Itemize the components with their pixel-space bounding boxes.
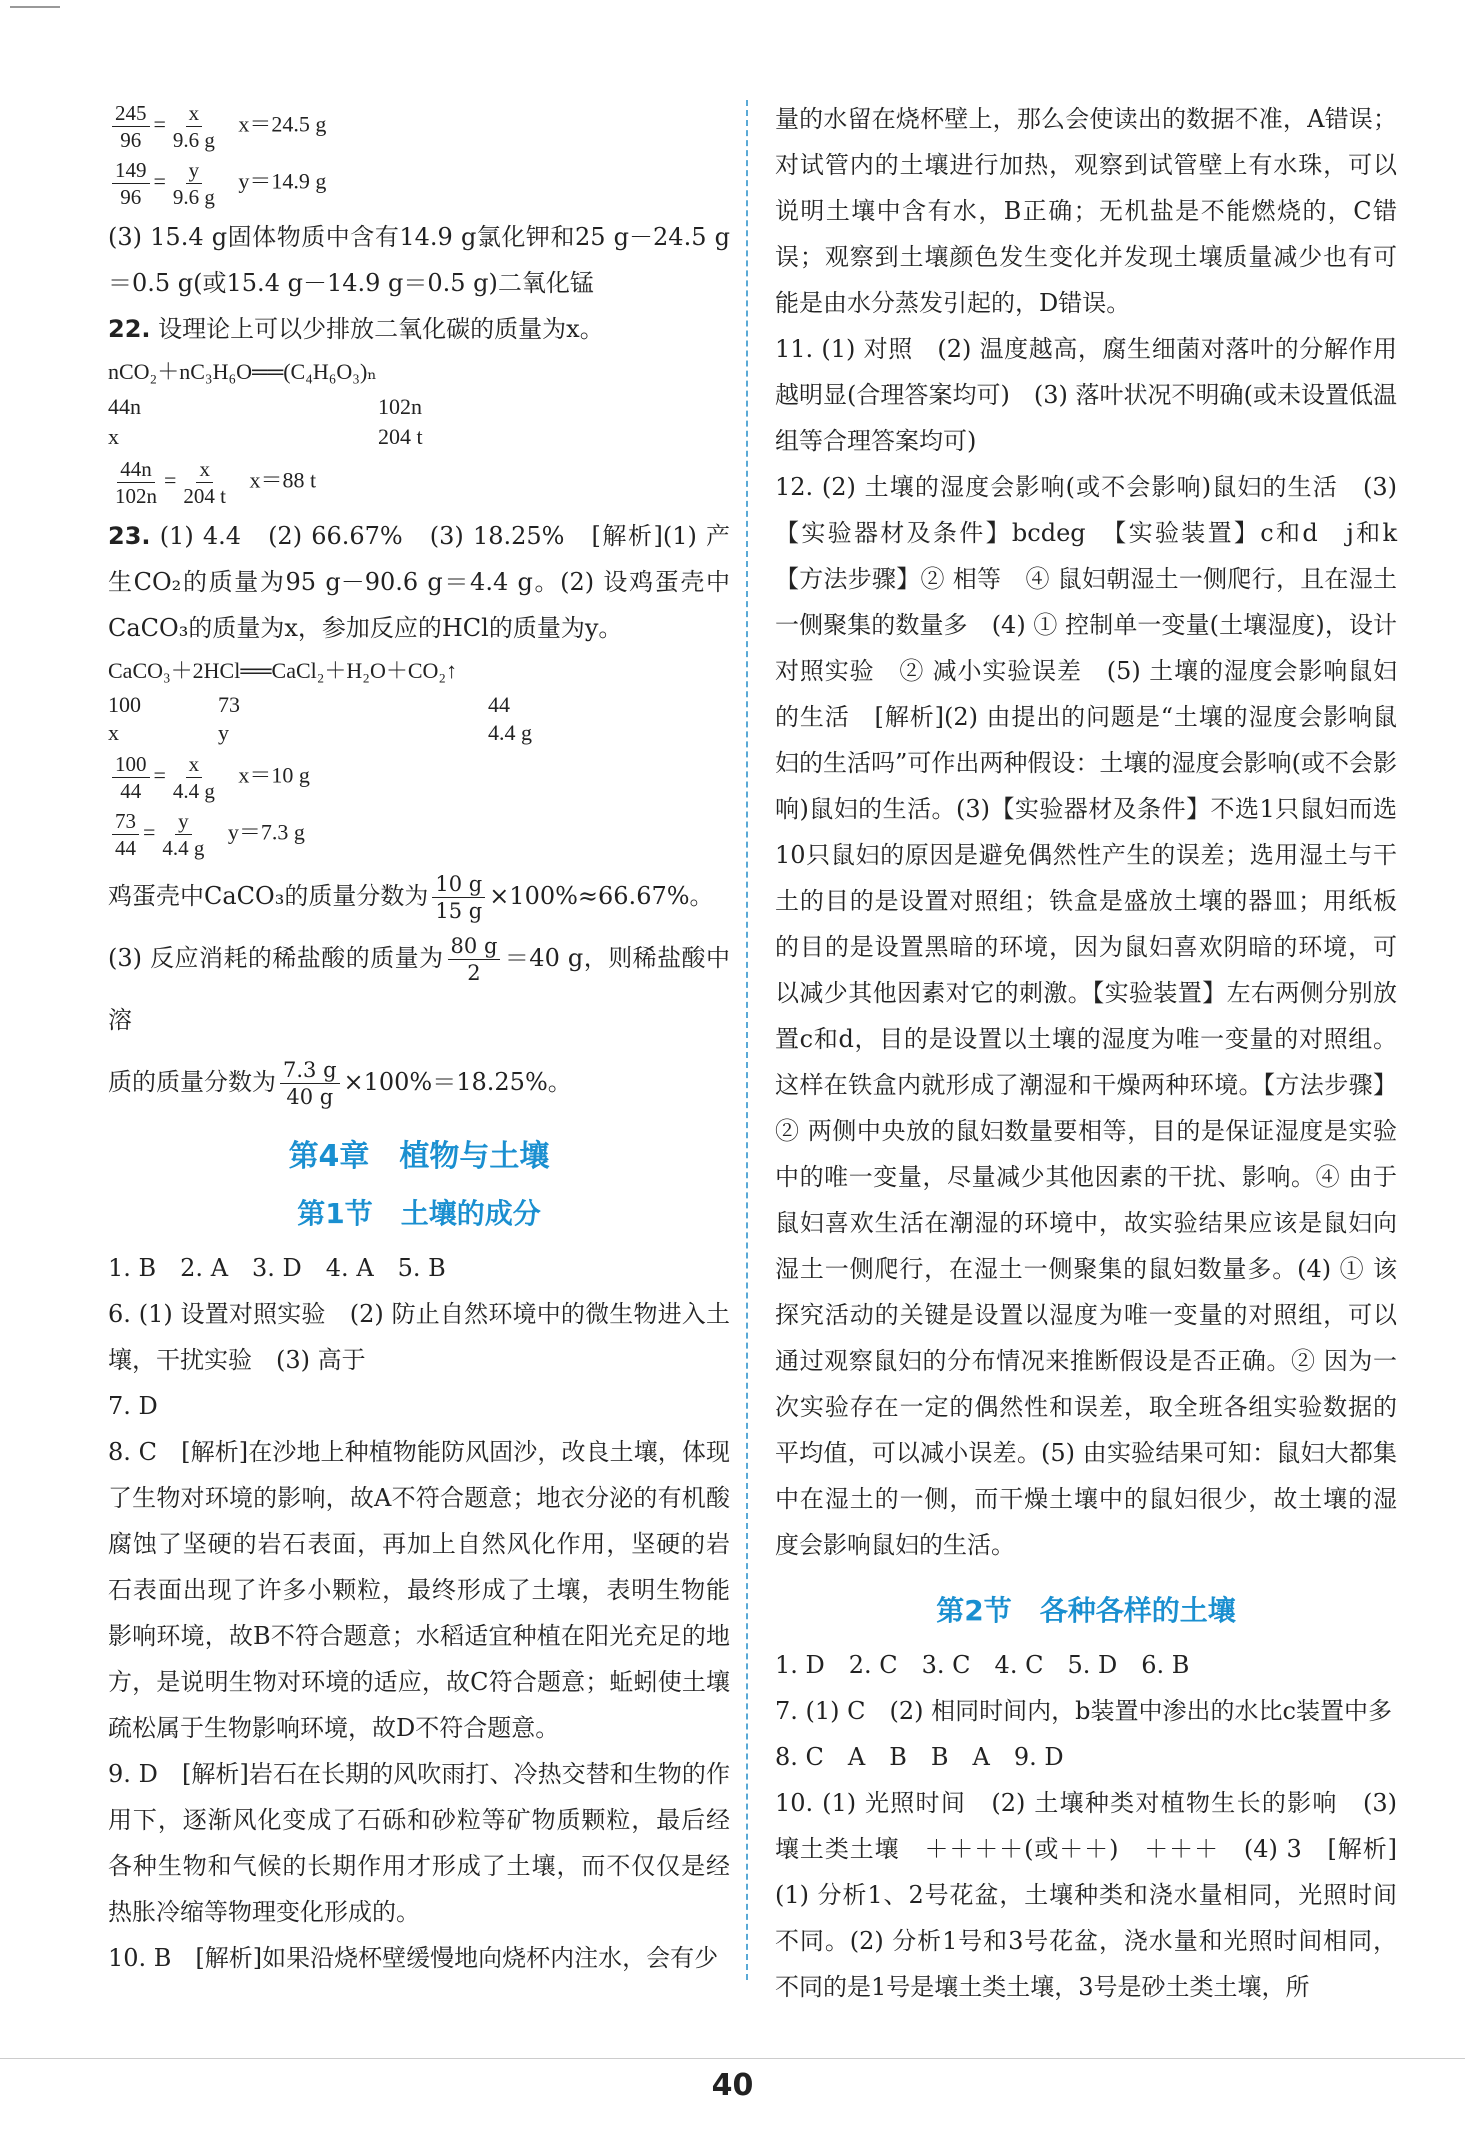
answers-1-5: 1. B 2. A 3. D 4. A 5. B: [108, 1254, 446, 1282]
fraction-line-2: $\frac{149}{96}$ = $\frac{y}{9.6 g}$ y＝14.9 g: [108, 157, 730, 210]
answer-21-3: (3) 15.4 g固体物质中含有14.9 g氯化钾和25 g－24.5 g＝0.5 g(或15.4 g－14.9 g＝0.5 g)二氧化锰: [108, 223, 730, 297]
equation-23-masses: 100 73 44 x y 4.4 g: [108, 692, 532, 745]
corner-mark: [10, 0, 60, 8]
equation-22-masses: 44n 102n x 204 t: [108, 394, 423, 449]
answer-10-continued: 量的水留在烧杯壁上，那么会使读出的数据不准，A错误；对试管内的土壤进行加热，观察到试管壁上有水珠，可以说明土壤中含有水，B正确；无机盐是不能燃烧的，C错误；观察到土壤颜色发生变化并发现土壤质量减少也有可能是由水分蒸发引起的，D错误。: [775, 105, 1397, 317]
answer-10-start: 10. B [解析]如果沿烧杯壁缓慢地向烧杯内注水，会有少: [108, 1944, 719, 1972]
answer-8: 8. C [解析]在沙地上种植物能防风固沙，改良土壤，体现了生物对环境的影响，故A不符合题意；地衣分泌的有机酸腐蚀了坚硬的岩石表面，再加上自然风化作用，坚硬的岩石表面出现了许多小颗粒，最终形成了土壤，表明生物能影响环境，故B不符合题意；水稻适宜种植在阳光充足的地方，是说明生物对环境的适应，故C符合题意；蚯蚓使土壤疏松属于生物影响环境，故D不符合题意。: [108, 1438, 730, 1742]
fraction-line-1: $\frac{245}{96}$ = $\frac{x}{9.6 g}$ x＝24.5 g: [108, 100, 730, 153]
fraction-line-23b: $\frac{73}{44}$ = $\frac{y}{4.4 g}$ y＝7.3 g: [108, 808, 730, 861]
equation-23: CaCO₃＋2HCl══CaCl₂＋H₂O＋CO₂↑: [108, 658, 458, 683]
answers-b-1-6: 1. D 2. C 3. C 4. C 5. D 6. B: [775, 1651, 1190, 1679]
fraction-line-22: $\frac{44n}{102n}$ = $\frac{x}{204 t}$ x＝88 t: [115, 457, 317, 508]
answer-12: 12. (2) 土壤的湿度会影响(或不会影响)鼠妇的生活 (3)【实验器材及条件】bcdeg 【实验装置】c和d j和k 【方法步骤】② 相等 ④ 鼠妇朝湿土一侧爬行，且在湿土一侧聚集的数量多 (4) ① 控制单一变量(土壤湿度)，设计对照实验 ② 减小实验误差 (5) 土壤的湿度会影响鼠妇的生活 [解析](2) 由提出的问题是“土壤的湿度会影响鼠妇的生活吗”可作出两种假设：土壤的湿度会影响(或不会影响)鼠妇的生活。(3)【实验器材及条件】不选1只鼠妇而选10只鼠妇的原因是避免偶然性产生的误差；选用湿土与干土的目的是设置对照组；铁盒是盛放土壤的器皿；用纸板的目的是设置黑暗的环境，因为鼠妇喜欢阴暗的环境，可以减少其他因素对它的刺激。【实验装置】左右两侧分别放置c和d，目的是设置以土壤的湿度为唯一变量的对照组。这样在铁盒内就形成了潮湿和干燥两种环境。【方法步骤】② 两侧中央放的鼠妇数量要相等，目的是保证湿度是实验中的唯一变量，尽量减少其他因素的干扰、影响。④ 由于鼠妇喜欢生活在潮湿的环境中，故实验结果应该是鼠妇向湿土一侧爬行，在湿土一侧聚集的鼠妇数量多。(4) ① 该探究活动的关键是设置以湿度为唯一变量的对照组，可以通过观察鼠妇的分布情况来推断假设是否正确。② 因为一次实验存在一定的偶然性和误差，取全班各组实验数据的平均值，可以减小误差。(5) 由实验结果可知：鼠妇大都集中在湿土的一侧，而干燥土壤中的鼠妇很少，故土壤的湿度会影响鼠妇的生活。: [775, 473, 1421, 1559]
fraction-line-23a: $\frac{100}{44}$ = $\frac{x}{4.4 g}$ x＝10 g: [108, 751, 730, 804]
answer-6: 6. (1) 设置对照实验 (2) 防止自然环境中的微生物进入土壤，干扰实验 (3) 高于: [108, 1300, 730, 1374]
chapter-heading: 第4章 植物与土壤: [288, 1139, 550, 1174]
answer-23-pct: 鸡蛋壳中CaCO₃的质量分数为 $\frac{10 g}{15 g}$ ×100%≈66.67%。: [108, 872, 714, 923]
answer-23-3: (3) 反应消耗的稀盐酸的质量为 $\frac{80 g}{2}$ ＝40 g，则稀盐酸中溶: [108, 934, 731, 1034]
right-column: [775, 96, 1421, 2010]
answer-b-8-9: 8. C A B B A 9. D: [775, 1743, 1064, 1771]
left-column: [108, 96, 730, 1981]
equation-22: nCO₂＋nC₃H₆O══(C₄H₆O₃)ₙ: [108, 359, 377, 384]
answer-b-10: 10. (1) 光照时间 (2) 土壤种类对植物生长的影响 (3) 壤土类土壤 ＋＋＋＋(或＋＋) ＋＋＋ (4) 3 [解析](1) 分析1、2号花盆，土壤种类和浇水量相同，光照时间不同。(2) 分析1号和3号花盆，浇水量和光照时间相同，不同的是1号是壤土类土壤，3号是砂土类土壤，所: [775, 1789, 1397, 2001]
page-number: 40: [711, 2068, 754, 2103]
answer-11: 11. (1) 对照 (2) 温度越高，腐生细菌对落叶的分解作用越明显(合理答案均可) (3) 落叶状况不明确(或未设置低温组等合理答案均可): [775, 335, 1397, 455]
section-heading-2: 第2节 各种各样的土壤: [936, 1594, 1236, 1627]
section-heading-1: 第1节 土壤的成分: [297, 1197, 541, 1230]
answer-b-7: 7. (1) C (2) 相同时间内，b装置中渗出的水比c装置中多: [775, 1697, 1392, 1725]
answer-7: 7. D: [108, 1392, 158, 1420]
answer-22: 22. 设理论上可以少排放二氧化碳的质量为x。: [108, 315, 604, 343]
column-divider: [746, 100, 748, 1980]
answer-23-4: 质的质量分数为 $\frac{7.3 g}{40 g}$ ×100%＝18.25%。: [108, 1058, 572, 1109]
footer-rule: [0, 2058, 1465, 2059]
answer-9: 9. D [解析]岩石在长期的风吹雨打、冷热交替和生物的作用下，逐渐风化变成了石砾和砂粒等矿物质颗粒，最后经各种生物和气候的长期作用才形成了土壤，而不仅仅是经热胀冷缩等物理变化形成的。: [108, 1760, 730, 1926]
answer-23: 23. (1) 4.4 (2) 66.67% (3) 18.25% [解析](1) 产生CO₂的质量为95 g－90.6 g＝4.4 g。(2) 设鸡蛋壳中CaCO₃的质量为x，参加反应的HCl的质量为y。: [108, 522, 730, 642]
